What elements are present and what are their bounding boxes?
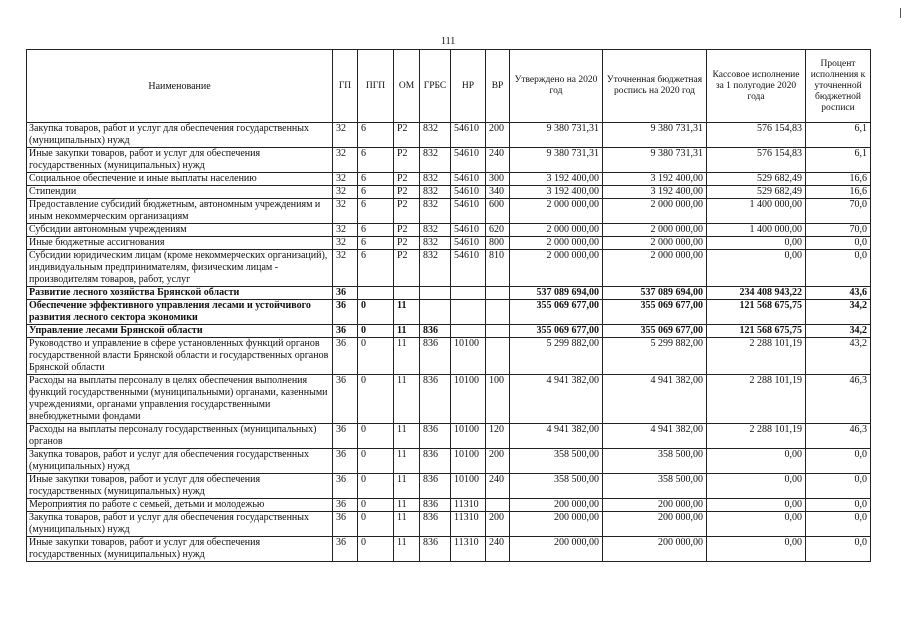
table-row xyxy=(27,512,871,537)
cell-approved: 4 941 382,00 xyxy=(510,424,603,449)
page-number: 111 xyxy=(441,36,456,47)
header-pgp: ПГП xyxy=(358,50,394,123)
cell-om: P2 xyxy=(394,173,420,186)
cell-grbs: 836 xyxy=(420,424,451,449)
cell-pgp: 6 xyxy=(358,250,394,287)
cell-percent: 0,0 xyxy=(806,474,871,499)
cell-grbs xyxy=(420,287,451,300)
cell-om: 11 xyxy=(394,449,420,474)
cell-om: P2 xyxy=(394,224,420,237)
cell-pgp: 0 xyxy=(358,499,394,512)
cell-approved: 200 000,00 xyxy=(510,499,603,512)
cell-approved: 3 192 400,00 xyxy=(510,186,603,199)
cell-vr: 100 xyxy=(486,375,510,424)
cell-grbs xyxy=(420,300,451,325)
cell-pgp xyxy=(358,287,394,300)
cell-approved: 358 500,00 xyxy=(510,474,603,499)
header-cash: Кассовое исполнение за 1 полугодие 2020 года xyxy=(707,50,806,123)
cell-percent: 0,0 xyxy=(806,512,871,537)
cell-gp: 32 xyxy=(333,250,358,287)
table-row xyxy=(27,173,871,186)
cell-cash: 121 568 675,75 xyxy=(707,300,806,325)
cell-vr: 240 xyxy=(486,537,510,562)
cell-np: 11310 xyxy=(451,512,486,537)
cell-refined: 200 000,00 xyxy=(603,499,707,512)
cell-gp: 32 xyxy=(333,199,358,224)
cell-cash: 0,00 xyxy=(707,537,806,562)
cell-vr: 200 xyxy=(486,512,510,537)
table-row xyxy=(27,424,871,449)
cell-refined: 200 000,00 xyxy=(603,537,707,562)
cell-gp: 36 xyxy=(333,474,358,499)
cell-pgp: 0 xyxy=(358,512,394,537)
cell-grbs: 832 xyxy=(420,123,451,148)
header-gp: ГП xyxy=(333,50,358,123)
cell-pgp: 0 xyxy=(358,474,394,499)
header-om: ОМ xyxy=(394,50,420,123)
cell-approved: 200 000,00 xyxy=(510,512,603,537)
table-row xyxy=(27,300,871,325)
cell-om: 11 xyxy=(394,499,420,512)
cell-vr: 340 xyxy=(486,186,510,199)
cell-percent: 34,2 xyxy=(806,300,871,325)
cell-om: 11 xyxy=(394,512,420,537)
header-approved: Утверждено на 2020 год xyxy=(510,50,603,123)
cell-np: 11310 xyxy=(451,499,486,512)
cell-percent: 70,0 xyxy=(806,224,871,237)
cell-percent: 0,0 xyxy=(806,250,871,287)
cell-np: 54610 xyxy=(451,250,486,287)
table-row xyxy=(27,338,871,375)
cell-name: Предоставление субсидий бюджетным, автономным учреждениям и иным некоммерческим организациям xyxy=(27,199,333,224)
cell-gp: 36 xyxy=(333,512,358,537)
cell-vr xyxy=(486,325,510,338)
cell-gp: 32 xyxy=(333,173,358,186)
cell-pgp: 0 xyxy=(358,537,394,562)
cell-cash: 121 568 675,75 xyxy=(707,325,806,338)
header-name: Наименование xyxy=(27,50,333,123)
cell-gp: 36 xyxy=(333,375,358,424)
table-row xyxy=(27,474,871,499)
cell-name: Управление лесами Брянской области xyxy=(27,325,333,338)
cell-name: Стипендии xyxy=(27,186,333,199)
cell-refined: 358 500,00 xyxy=(603,449,707,474)
cell-pgp: 6 xyxy=(358,186,394,199)
cell-vr: 800 xyxy=(486,237,510,250)
cell-om: P2 xyxy=(394,186,420,199)
cell-cash: 2 288 101,19 xyxy=(707,375,806,424)
cell-approved: 2 000 000,00 xyxy=(510,237,603,250)
cell-gp: 36 xyxy=(333,287,358,300)
cell-approved: 200 000,00 xyxy=(510,537,603,562)
cell-np: 11310 xyxy=(451,537,486,562)
cell-pgp: 0 xyxy=(358,300,394,325)
table-row xyxy=(27,199,871,224)
cell-gp: 32 xyxy=(333,237,358,250)
cell-om: P2 xyxy=(394,237,420,250)
cell-cash: 2 288 101,19 xyxy=(707,338,806,375)
cell-cash: 0,00 xyxy=(707,237,806,250)
header-percent: Процент исполнения к уточненной бюджетной росписи xyxy=(806,50,871,123)
cell-cash: 0,00 xyxy=(707,512,806,537)
cell-percent: 0,0 xyxy=(806,237,871,250)
cell-gp: 36 xyxy=(333,300,358,325)
cell-name: Развитие лесного хозяйства Брянской области xyxy=(27,287,333,300)
cell-vr xyxy=(486,499,510,512)
cell-pgp: 6 xyxy=(358,199,394,224)
cell-grbs: 832 xyxy=(420,186,451,199)
cell-vr: 810 xyxy=(486,250,510,287)
cell-vr: 200 xyxy=(486,449,510,474)
table-row xyxy=(27,499,871,512)
header-vr: ВР xyxy=(486,50,510,123)
table-row xyxy=(27,287,871,300)
cell-om: P2 xyxy=(394,148,420,173)
table-row xyxy=(27,224,871,237)
cell-percent: 46,3 xyxy=(806,375,871,424)
cell-grbs: 832 xyxy=(420,173,451,186)
cell-cash: 0,00 xyxy=(707,499,806,512)
cell-percent: 16,6 xyxy=(806,173,871,186)
cell-approved: 4 941 382,00 xyxy=(510,375,603,424)
cell-name: Расходы на выплаты персоналу в целях обеспечения выполнения функций государственными (муниципальными) органами, казенными учреждениями, органами управления государственными внебюджетными фондами xyxy=(27,375,333,424)
cell-np: 54610 xyxy=(451,186,486,199)
cell-cash: 0,00 xyxy=(707,474,806,499)
cell-grbs: 836 xyxy=(420,499,451,512)
cell-cash: 234 408 943,22 xyxy=(707,287,806,300)
table-row xyxy=(27,148,871,173)
cell-percent: 46,3 xyxy=(806,424,871,449)
cell-percent: 43,6 xyxy=(806,287,871,300)
cell-vr: 620 xyxy=(486,224,510,237)
cell-np: 54610 xyxy=(451,224,486,237)
table-row xyxy=(27,123,871,148)
cell-percent: 6,1 xyxy=(806,123,871,148)
cell-percent: 0,0 xyxy=(806,537,871,562)
table-row xyxy=(27,325,871,338)
cell-approved: 2 000 000,00 xyxy=(510,199,603,224)
cell-refined: 4 941 382,00 xyxy=(603,375,707,424)
header-refined: Уточненная бюджетная роспись на 2020 год xyxy=(603,50,707,123)
cell-approved: 9 380 731,31 xyxy=(510,123,603,148)
cell-name: Закупка товаров, работ и услуг для обеспечения государственных (муниципальных) нужд xyxy=(27,449,333,474)
cell-np: 54610 xyxy=(451,199,486,224)
cell-name: Иные закупки товаров, работ и услуг для обеспечения государственных (муниципальных) нужд xyxy=(27,148,333,173)
cell-name: Мероприятия по работе с семьей, детьми и молодежью xyxy=(27,499,333,512)
cell-refined: 355 069 677,00 xyxy=(603,325,707,338)
cell-refined: 2 000 000,00 xyxy=(603,199,707,224)
cell-om: 11 xyxy=(394,375,420,424)
table-row xyxy=(27,537,871,562)
cell-name: Иные бюджетные ассигнования xyxy=(27,237,333,250)
cell-name: Социальное обеспечение и иные выплаты населению xyxy=(27,173,333,186)
cell-om: P2 xyxy=(394,250,420,287)
cell-cash: 1 400 000,00 xyxy=(707,199,806,224)
cell-grbs: 832 xyxy=(420,237,451,250)
header-np: НР xyxy=(451,50,486,123)
cell-name: Обеспечение эффективного управления лесами и устойчивого развития лесного сектора экономики xyxy=(27,300,333,325)
cell-gp: 36 xyxy=(333,537,358,562)
cell-refined: 200 000,00 xyxy=(603,512,707,537)
cell-vr: 240 xyxy=(486,474,510,499)
cell-np: 54610 xyxy=(451,123,486,148)
edge-mark xyxy=(900,8,901,18)
cell-np: 54610 xyxy=(451,148,486,173)
cell-om: 11 xyxy=(394,537,420,562)
cell-refined: 5 299 882,00 xyxy=(603,338,707,375)
cell-approved: 2 000 000,00 xyxy=(510,224,603,237)
cell-name: Закупка товаров, работ и услуг для обеспечения государственных (муниципальных) нужд xyxy=(27,123,333,148)
cell-grbs: 836 xyxy=(420,474,451,499)
cell-om: 11 xyxy=(394,338,420,375)
cell-grbs: 836 xyxy=(420,338,451,375)
cell-cash: 0,00 xyxy=(707,449,806,474)
cell-name: Иные закупки товаров, работ и услуг для обеспечения государственных (муниципальных) нужд xyxy=(27,537,333,562)
cell-gp: 32 xyxy=(333,224,358,237)
cell-percent: 0,0 xyxy=(806,449,871,474)
cell-om: 11 xyxy=(394,474,420,499)
cell-grbs: 836 xyxy=(420,449,451,474)
cell-percent: 6,1 xyxy=(806,148,871,173)
cell-pgp: 6 xyxy=(358,224,394,237)
cell-vr: 120 xyxy=(486,424,510,449)
cell-name: Субсидии автономным учреждениям xyxy=(27,224,333,237)
cell-refined: 3 192 400,00 xyxy=(603,173,707,186)
table-row xyxy=(27,237,871,250)
cell-refined: 2 000 000,00 xyxy=(603,224,707,237)
cell-vr xyxy=(486,338,510,375)
cell-refined: 4 941 382,00 xyxy=(603,424,707,449)
cell-refined: 9 380 731,31 xyxy=(603,123,707,148)
cell-grbs: 832 xyxy=(420,224,451,237)
cell-grbs: 836 xyxy=(420,325,451,338)
cell-om: P2 xyxy=(394,199,420,224)
table-row xyxy=(27,186,871,199)
table-row xyxy=(27,449,871,474)
cell-np: 10100 xyxy=(451,375,486,424)
cell-name: Закупка товаров, работ и услуг для обеспечения государственных (муниципальных) нужд xyxy=(27,512,333,537)
cell-gp: 36 xyxy=(333,449,358,474)
cell-np: 10100 xyxy=(451,424,486,449)
cell-refined: 2 000 000,00 xyxy=(603,250,707,287)
table-row xyxy=(27,250,871,287)
cell-percent: 70,0 xyxy=(806,199,871,224)
cell-gp: 36 xyxy=(333,424,358,449)
cell-om: 11 xyxy=(394,424,420,449)
cell-np: 54610 xyxy=(451,173,486,186)
cell-refined: 358 500,00 xyxy=(603,474,707,499)
cell-refined: 2 000 000,00 xyxy=(603,237,707,250)
cell-name: Расходы на выплаты персоналу государственных (муниципальных) органов xyxy=(27,424,333,449)
cell-vr: 240 xyxy=(486,148,510,173)
table-body xyxy=(27,123,871,562)
cell-om: P2 xyxy=(394,123,420,148)
cell-cash: 529 682,49 xyxy=(707,186,806,199)
cell-grbs: 832 xyxy=(420,148,451,173)
cell-approved: 358 500,00 xyxy=(510,449,603,474)
cell-np xyxy=(451,287,486,300)
cell-grbs: 832 xyxy=(420,250,451,287)
cell-om: 11 xyxy=(394,300,420,325)
cell-approved: 9 380 731,31 xyxy=(510,148,603,173)
cell-pgp: 0 xyxy=(358,338,394,375)
cell-gp: 36 xyxy=(333,325,358,338)
cell-approved: 355 069 677,00 xyxy=(510,300,603,325)
cell-name: Субсидии юридическим лицам (кроме некоммерческих организаций), индивидуальным предпринимателям, физическим лицам - производителям товаров, работ, услуг xyxy=(27,250,333,287)
cell-gp: 36 xyxy=(333,499,358,512)
cell-approved: 3 192 400,00 xyxy=(510,173,603,186)
cell-percent: 16,6 xyxy=(806,186,871,199)
cell-percent: 34,2 xyxy=(806,325,871,338)
cell-cash: 1 400 000,00 xyxy=(707,224,806,237)
cell-np xyxy=(451,325,486,338)
cell-approved: 537 089 694,00 xyxy=(510,287,603,300)
cell-grbs: 836 xyxy=(420,512,451,537)
cell-name: Руководство и управление в сфере установленных функций органов государственной власти Брянской области и государственных органов Брянской области xyxy=(27,338,333,375)
cell-cash: 576 154,83 xyxy=(707,148,806,173)
header-grbs: ГРБС xyxy=(420,50,451,123)
cell-vr: 300 xyxy=(486,173,510,186)
cell-approved: 355 069 677,00 xyxy=(510,325,603,338)
cell-pgp: 0 xyxy=(358,325,394,338)
cell-pgp: 0 xyxy=(358,375,394,424)
table-row xyxy=(27,375,871,424)
cell-np: 54610 xyxy=(451,237,486,250)
cell-pgp: 0 xyxy=(358,424,394,449)
cell-np xyxy=(451,300,486,325)
cell-gp: 32 xyxy=(333,123,358,148)
cell-cash: 576 154,83 xyxy=(707,123,806,148)
cell-pgp: 6 xyxy=(358,148,394,173)
cell-grbs: 832 xyxy=(420,199,451,224)
cell-name: Иные закупки товаров, работ и услуг для обеспечения государственных (муниципальных) нужд xyxy=(27,474,333,499)
cell-grbs: 836 xyxy=(420,537,451,562)
budget-table xyxy=(26,49,871,562)
cell-grbs: 836 xyxy=(420,375,451,424)
cell-percent: 43,2 xyxy=(806,338,871,375)
cell-percent: 0,0 xyxy=(806,499,871,512)
cell-refined: 9 380 731,31 xyxy=(603,148,707,173)
cell-refined: 3 192 400,00 xyxy=(603,186,707,199)
cell-vr: 200 xyxy=(486,123,510,148)
cell-np: 10100 xyxy=(451,338,486,375)
cell-gp: 36 xyxy=(333,338,358,375)
cell-pgp: 6 xyxy=(358,237,394,250)
cell-cash: 2 288 101,19 xyxy=(707,424,806,449)
cell-cash: 0,00 xyxy=(707,250,806,287)
cell-vr xyxy=(486,300,510,325)
cell-cash: 529 682,49 xyxy=(707,173,806,186)
cell-approved: 5 299 882,00 xyxy=(510,338,603,375)
cell-gp: 32 xyxy=(333,148,358,173)
cell-om: 11 xyxy=(394,325,420,338)
cell-refined: 537 089 694,00 xyxy=(603,287,707,300)
cell-vr xyxy=(486,287,510,300)
cell-approved: 2 000 000,00 xyxy=(510,250,603,287)
cell-refined: 355 069 677,00 xyxy=(603,300,707,325)
cell-pgp: 6 xyxy=(358,123,394,148)
cell-om xyxy=(394,287,420,300)
cell-pgp: 6 xyxy=(358,173,394,186)
table-header-row xyxy=(27,50,871,123)
cell-vr: 600 xyxy=(486,199,510,224)
cell-gp: 32 xyxy=(333,186,358,199)
cell-pgp: 0 xyxy=(358,449,394,474)
cell-np: 10100 xyxy=(451,474,486,499)
cell-np: 10100 xyxy=(451,449,486,474)
